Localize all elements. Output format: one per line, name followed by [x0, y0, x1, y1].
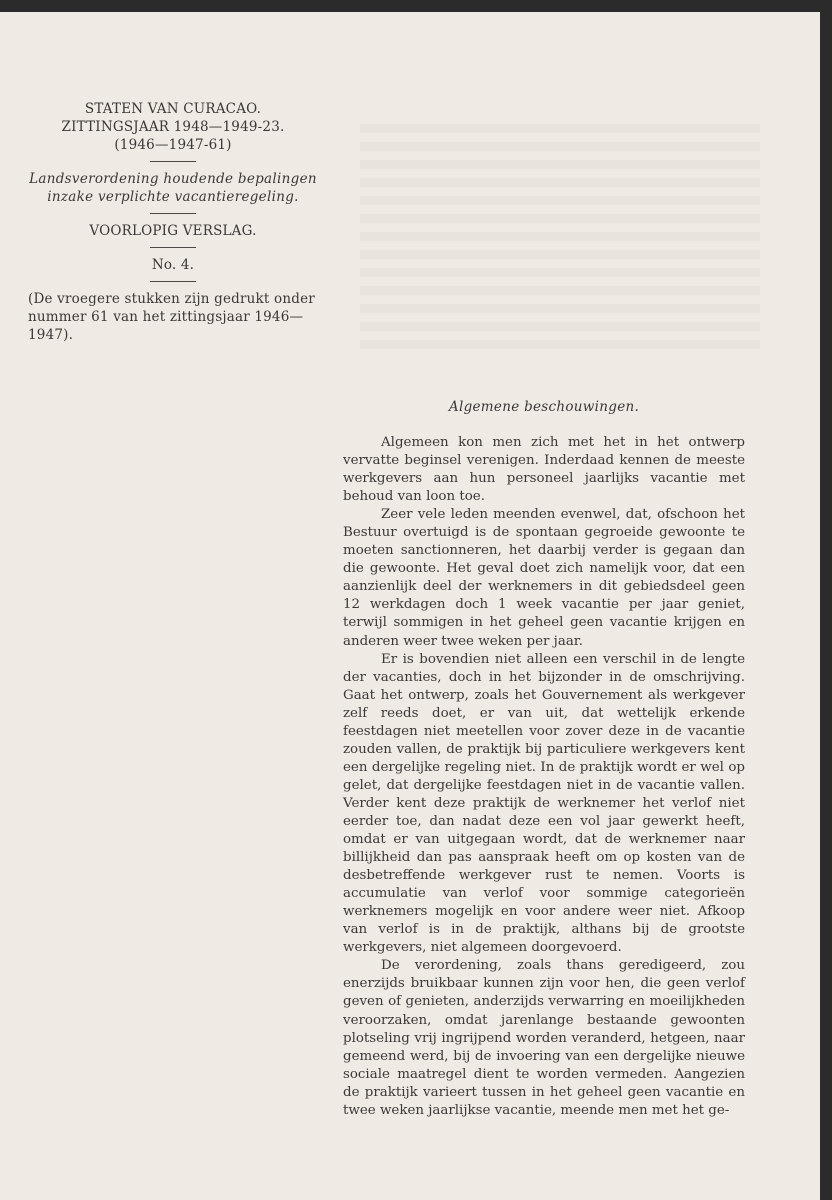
divider — [150, 247, 196, 248]
session-year: ZITTINGSJAAR 1948—1949-23. — [61, 119, 285, 135]
divider — [150, 213, 196, 214]
show-through-smudge — [360, 124, 760, 354]
divider — [150, 281, 196, 282]
assembly-name: STATEN VAN CURACAO. — [84, 101, 262, 117]
subject-line-1: Landsverordening houdende bepalingen — [29, 171, 317, 187]
heading-block — [28, 100, 318, 344]
body-paragraph: Algemeen kon men zich met het in het ontwerp vervatte beginsel verenigen. Inderdaad kennen de meeste werkgevers aan hun personeel jaarlijks vacantie met behoud van loon toe. — [343, 435, 745, 505]
report-title: VOORLOPIG VERSLAG. — [89, 223, 257, 239]
body-paragraph: Er is bovendien niet alleen een verschil in de lengte der vacanties, doch in het bijzonder in de omschrijving. Gaat het ontwerp, zoals het Gouvernement als werkgever zelf reeds doet, er van uit, dat wettelijk erkende feestdagen niet meetellen voor zover deze in de vacantie zouden vallen, de praktijk bij particuliere werkgevers kent een dergelijke regeling niet. In de praktijk wordt er wel op gelet, dat dergelijke feestdagen niet in de vacantie vallen. Verder kent deze praktijk de werknemer het verlof niet eerder toe, dan nadat deze een vol jaar gewerkt heeft, omdat er van uitgegaan wordt, dat de werknemer naar billijkheid dan pas aanspraak heeft om op kosten van de desbetreffende werkgever rust te nemen. Voorts is accumulatie van verlof voor sommige categorieën werknemers mogelijk en voor andere weer niet. Afkoop van verlof is in de praktijk, althans bij de grootste werkgevers, niet algemeen doorgevoerd. — [343, 651, 745, 956]
body-paragraph: Zeer vele leden meenden evenwel, dat, ofschoon het Bestuur overtuigd is de spontaan gegroeide gewoonte te moeten sanctionneren, het daarbij verder is gegaan dan die gewoonte. Het geval doet zich namelijk voor, dat een aanzienlijk deel der werknemers in dit gebiedsdeel geen 12 werkdagen doch 1 week vacantie per jaar geniet, terwijl sommigen in het geheel geen vacantie krijgen en anderen weer twee weken per jaar. — [343, 507, 745, 649]
subject-line-2: inzake verplichte vacantieregeling. — [47, 189, 299, 205]
document-reference: (1946—1947-61) — [114, 137, 232, 153]
body-paragraph: De verordening, zoals thans geredigeerd, zou enerzijds bruikbaar kunnen zijn voor hen, die geen verlof geven of genieten, anderzijds verwarring en moeilijkheden veroorzaken, omdat jarenlange bestaande gewoonten plotseling vrij ingrijpend worden veranderd, hetgeen, naar gemeend werd, bij de invoering van een dergelijke nieuwe sociale maatregel dient te worden vermeden. Aangezien de praktijk varieert tussen in het geheel geen vacantie en twee weken jaarlijkse vacantie, meende men met het ge- — [343, 958, 745, 1118]
body-column — [343, 398, 745, 1120]
document-page — [0, 12, 820, 1200]
report-number: No. 4. — [151, 257, 195, 273]
divider — [150, 161, 196, 162]
previous-documents-note: (De vroegere stukken zijn gedrukt onder nummer 61 van het zittingsjaar 1946—1947). — [28, 291, 315, 343]
section-title: Algemene beschouwingen. — [448, 399, 640, 415]
